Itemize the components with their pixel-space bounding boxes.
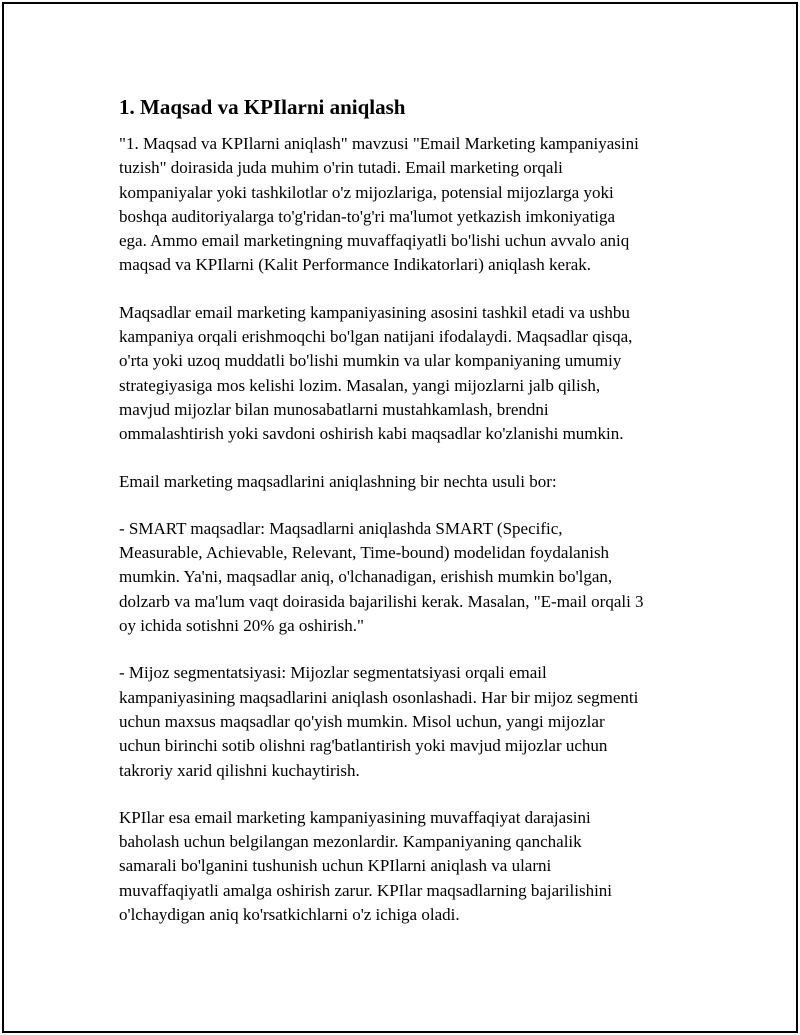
section-heading: 1. Maqsad va KPIlarni aniqlash (119, 95, 406, 119)
paragraph-methods-intro: Email marketing maqsadlarini aniqlashning bir nechta usuli bor: (119, 471, 557, 491)
paragraph-customer-segmentation: - Mijoz segmentatsiyasi: Mijozlar segmentatsiyasi orqali email kampaniyasining maqsadlarini aniqlash osonlashadi. Har bir mijoz segmenti uchun maxsus maqsadlar qo'yish mumkin. Misol uchun, yangi mijozlar uchun birinchi sotib olishni rag'batlantirish yoki mavjud mijozlar uchun takroriy xarid qilishni kuchaytirish. (119, 663, 639, 780)
paragraph-kpis: KPIlar esa email marketing kampaniyasining muvaffaqiyat darajasini baholash uchun belgilangan mezonlardir. Kampaniyaning qanchalik samarali bo'lganini tushunish uchun KPIlarni aniqlash va ularni muvaffaqiyatli amalga oshirish zarur. KPIlar maqsadlarning bajarilishini o'lchaydigan aniq ko'rsatkichlarni o'z ichiga oladi. (119, 807, 613, 925)
paragraph-smart-goals: - SMART maqsadlar: Maqsadlarni aniqlashda SMART (Specific, Measurable, Achievable, Relevant, Time-bound) modelidan foydalanish mumkin. Ya'ni, maqsadlar aniq, o'lchanadigan, erishish mumkin bo'lgan, dolzarb va ma'lum vaqt doirasida bajarilishi kerak. Masalan, "E-mail orqali 3 oy ichida sotishni 20% ga oshirish." (119, 518, 644, 636)
paragraph-goals: Maqsadlar email marketing kampaniyasining asosini tashkil etadi va ushbu kampaniya orqali erishmoqchi bo'lgan natijani ifodalaydi. Maqsadlar qisqa, o'rta yoki uzoq muddatli bo'lishi mumkin va ular kompaniyaning umumiy strategiyasiga mos kelishi lozim. Masalan, yangi mijozlarni jalb qilish, mavjud mijozlar bilan munosabatlarni mustahkamlash, brendni ommalashtirish yoki savdoni oshirish kabi maqsadlar ko'zlanishi mumkin. (119, 302, 633, 444)
document-body (119, 94, 691, 950)
paragraph-intro: "1. Maqsad va KPIlarni aniqlash" mavzusi "Email Marketing kampaniyasini tuzish" doirasida juda muhim o'rin tutadi. Email marketing orqali kompaniyalar yoki tashkilotlar o'z mijozlariga, potensial mijozlarga yoki boshqa auditoriyalarga to'g'ridan-to'g'ri ma'lumot yetkazish imkoniyatiga ega. Ammo email marketingning muvaffaqiyatli bo'lishi uchun avvalo aniq maqsad va KPIlarni (Kalit Performance Indikatorlari) aniqlash kerak. (119, 134, 639, 275)
